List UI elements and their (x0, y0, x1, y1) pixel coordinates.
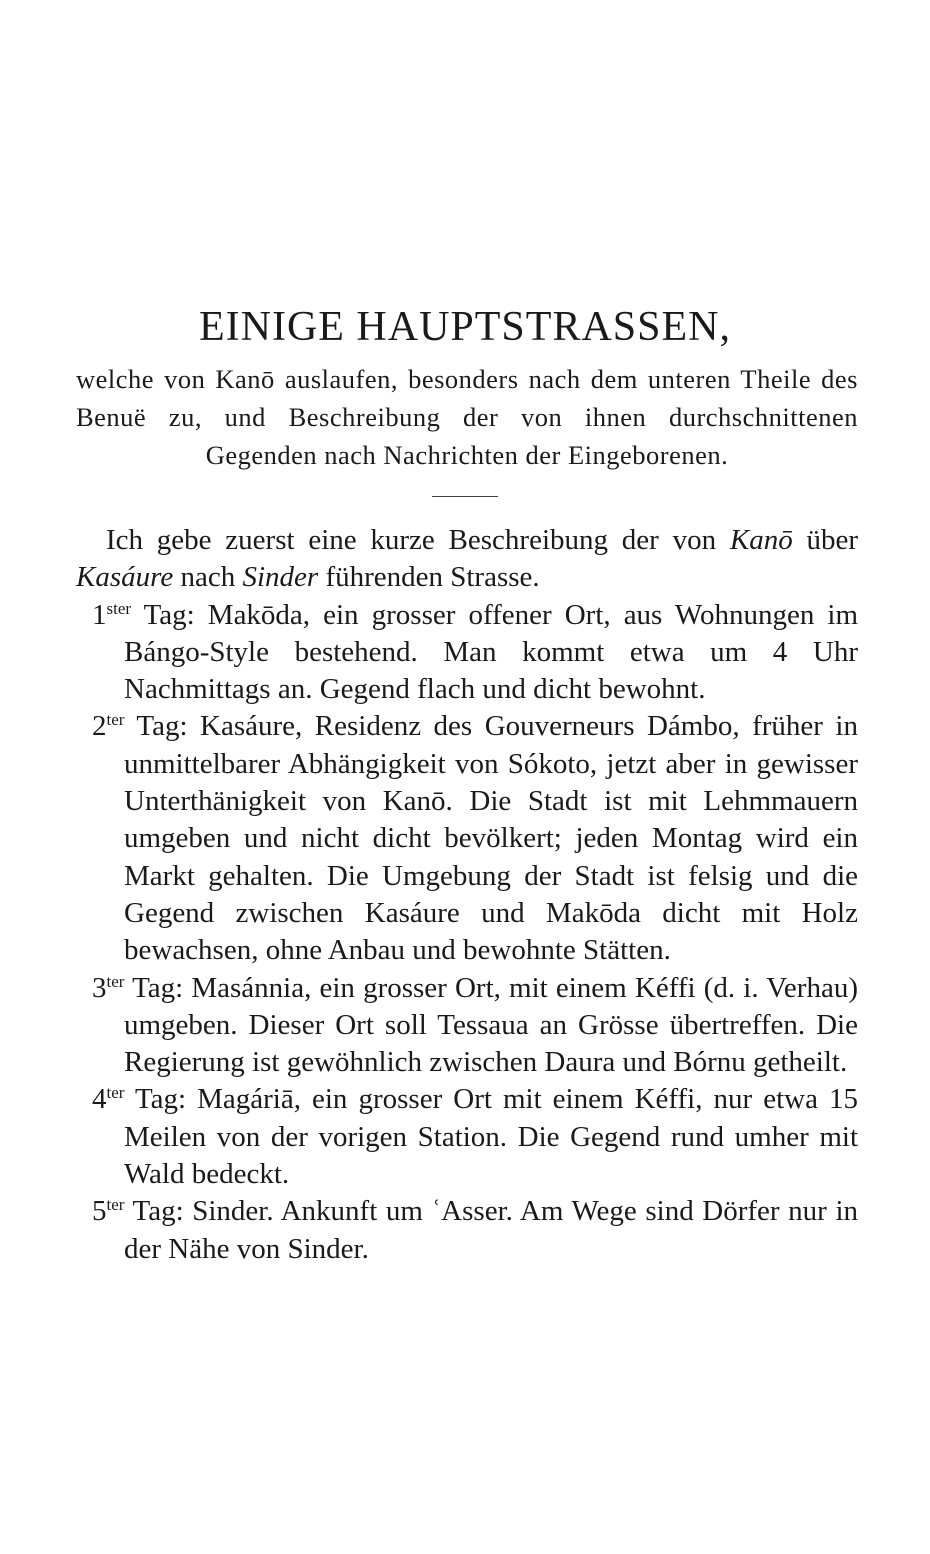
day-text: Tag: Masánnia, ein grosser Ort, mit einem Kéffi (d. i. Verhau) umgeben. Dieser Ort soll Tessaua an Grösse übertreffen. Die Regierung ist gewöhnlich zwischen Daura und Bórnu getheilt. (124, 971, 858, 1079)
day-number (92, 597, 131, 634)
place-sinder: Sinder (242, 561, 319, 594)
day-entry-5 (76, 1193, 858, 1268)
body-text (76, 522, 858, 1268)
intro-text-1: Ich gebe zuerst eine kurze Beschreibung der von (106, 524, 730, 556)
day-number-suffix: ter (106, 1195, 125, 1215)
day-entry-3 (76, 970, 858, 1082)
day-number-digit: 5 (92, 1195, 107, 1228)
day-number-suffix: ter (106, 710, 125, 730)
day-number (92, 708, 124, 745)
intro-text-3: nach (173, 561, 243, 594)
day-entry-4 (76, 1081, 858, 1193)
day-text: Tag: Sinder. Ankunft um ʿAsser. Am Wege sind Dörfer nur in der Nähe von Sinder. (124, 1195, 858, 1265)
day-entry-2 (76, 708, 858, 969)
day-entry-1 (76, 597, 858, 709)
day-number-digit: 3 (92, 971, 107, 1004)
intro-paragraph (76, 522, 858, 597)
day-number-digit: 4 (92, 1083, 107, 1116)
intro-text-4: führenden Strasse. (318, 561, 540, 594)
page-title: EINIGE HAUPTSTRASSEN, (198, 304, 731, 350)
day-number (92, 970, 124, 1007)
day-number-digit: 1 (92, 598, 107, 631)
place-kano: Kanō (729, 524, 793, 556)
section-divider (432, 496, 498, 497)
day-number (92, 1193, 124, 1230)
day-text: Tag: Makōda, ein grosser offener Ort, aus Wohnungen im Bángo-Style bestehend. Man kommt etwa um 4 Uhr Nachmittags an. Gegend flach und dicht bewohnt. (124, 598, 858, 706)
day-text: Tag: Magáriā, ein grosser Ort mit einem Kéffi, nur etwa 15 Meilen von der vorigen Station. Die Gegend rund umher mit Wald bedeckt. (124, 1083, 858, 1191)
day-number (92, 1081, 124, 1118)
day-number-suffix: ster (106, 598, 132, 618)
day-number-suffix: ter (106, 971, 125, 991)
intro-text-2: über (792, 524, 859, 556)
day-number-suffix: ter (106, 1083, 125, 1103)
page-subtitle: welche von Kanō auslaufen, besonders nach dem unteren Theile des Benuë zu, und Beschreibung der von ihnen durchschnittenen Gegenden nach Nachrichten der Eingeborenen. (76, 364, 858, 470)
day-number-digit: 2 (92, 710, 107, 743)
day-text: Tag: Kasáure, Residenz des Gouverneurs Dámbo, früher in unmittelbarer Abhängigkeit von Sókoto, jetzt aber in gewisser Unterthänigkeit von Kanō. Die Stadt ist mit Lehmmauern umgeben und nicht dicht bevölkert; jeden Montag wird ein Markt gehalten. Die Umgebung der Stadt ist felsig und die Gegend zwischen Kasáure und Makōda dicht mit Holz bewachsen, ohne Anbau und bewohnte Stätten. (124, 710, 858, 967)
place-kasaure: Kasáure (76, 561, 174, 594)
